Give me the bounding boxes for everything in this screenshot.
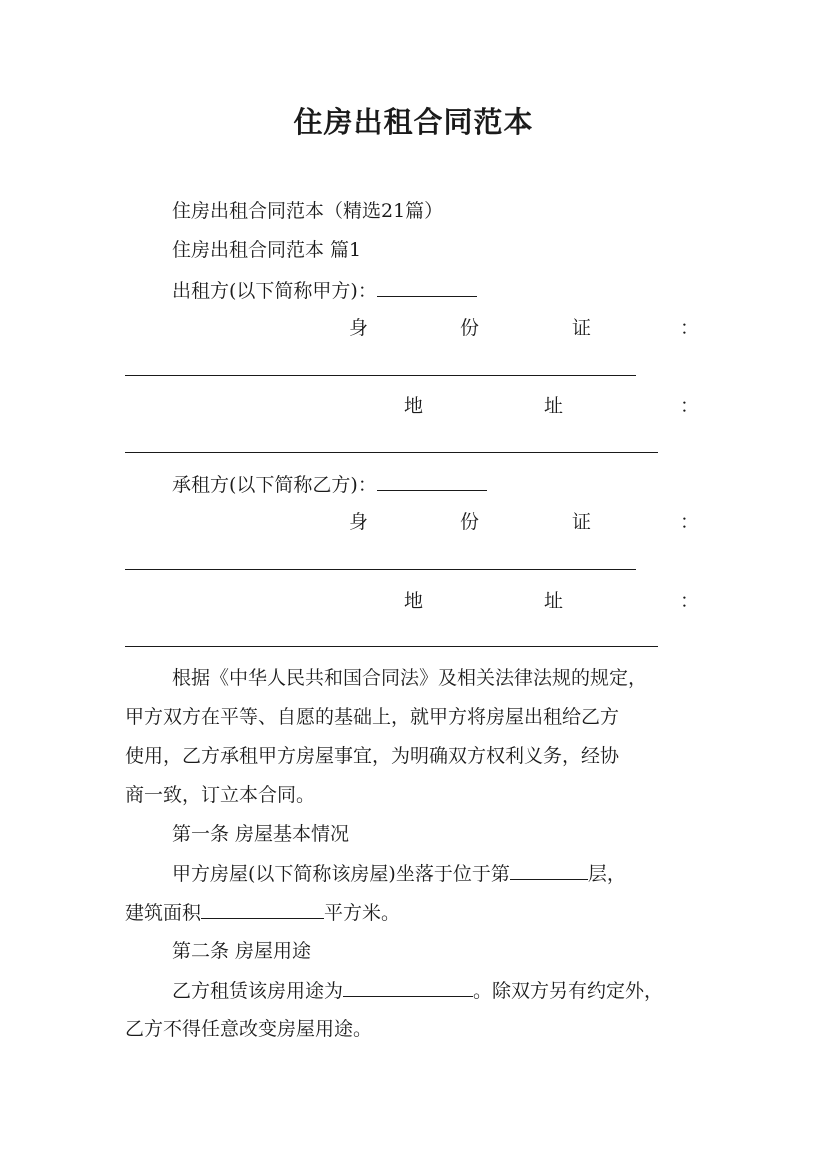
usage-blank	[343, 976, 473, 997]
lessee-line	[172, 470, 487, 499]
article-1-text: 建筑面积	[125, 902, 202, 924]
lessor-id-blank	[125, 375, 636, 376]
addr-char-1: 地	[404, 395, 424, 417]
addr-colon: ：	[680, 590, 700, 612]
lessee-addr-blank	[125, 646, 658, 647]
para-line: 甲方双方在平等、自愿的基础上，就甲方将房屋出租给乙方	[125, 706, 620, 728]
lessee-blank	[377, 470, 487, 491]
article-2-text: 乙方租赁该房用途为	[172, 980, 344, 1002]
id-char-3: 证	[572, 511, 592, 533]
para-line: 使用，乙方承租甲方房屋事宜，为明确双方权利义务，经协	[125, 745, 620, 767]
lessor-blank	[377, 276, 477, 297]
article-1-line	[125, 898, 400, 927]
id-char-2: 份	[460, 317, 480, 339]
id-char-1: 身	[349, 511, 369, 533]
article-2-heading: 第二条 房屋用途	[172, 940, 312, 962]
lessee-label: 承租方(以下简称乙方)：	[172, 474, 377, 496]
floor-blank	[510, 859, 588, 880]
addr-colon: ：	[680, 395, 700, 417]
id-char-2: 份	[460, 511, 480, 533]
para-line: 商一致，订立本合同。	[125, 784, 316, 806]
lessor-addr-blank	[125, 452, 658, 453]
lessee-id-blank	[125, 569, 636, 570]
article-1-text: 平方米。	[324, 902, 401, 924]
id-char-1: 身	[349, 317, 369, 339]
article-2-line: 乙方不得任意改变房屋用途。	[125, 1018, 373, 1040]
article-1-heading: 第一条 房屋基本情况	[172, 823, 350, 845]
section-heading: 住房出租合同范本 篇1	[172, 239, 362, 261]
article-1-line	[172, 859, 626, 888]
addr-char-2: 址	[544, 590, 564, 612]
addr-char-2: 址	[544, 395, 564, 417]
id-char-3: 证	[572, 317, 592, 339]
id-colon: ：	[680, 317, 700, 339]
para-line: 根据《中华人民共和国合同法》及相关法律法规的规定，	[172, 667, 648, 689]
article-2-line	[172, 976, 663, 1005]
addr-char-1: 地	[404, 590, 424, 612]
article-2-text: 。除双方另有约定外，	[473, 980, 664, 1002]
lessor-line	[172, 276, 477, 305]
document-title: 住房出租合同范本	[293, 105, 534, 139]
article-1-text: 甲方房屋(以下简称该房屋)坐落于位于第	[172, 863, 510, 885]
lessor-label: 出租方(以下简称甲方)：	[172, 280, 377, 302]
id-colon: ：	[680, 511, 700, 533]
article-1-text: 层，	[587, 863, 626, 885]
intro-line: 住房出租合同范本（精选21篇）	[172, 200, 444, 222]
area-blank	[201, 898, 324, 919]
